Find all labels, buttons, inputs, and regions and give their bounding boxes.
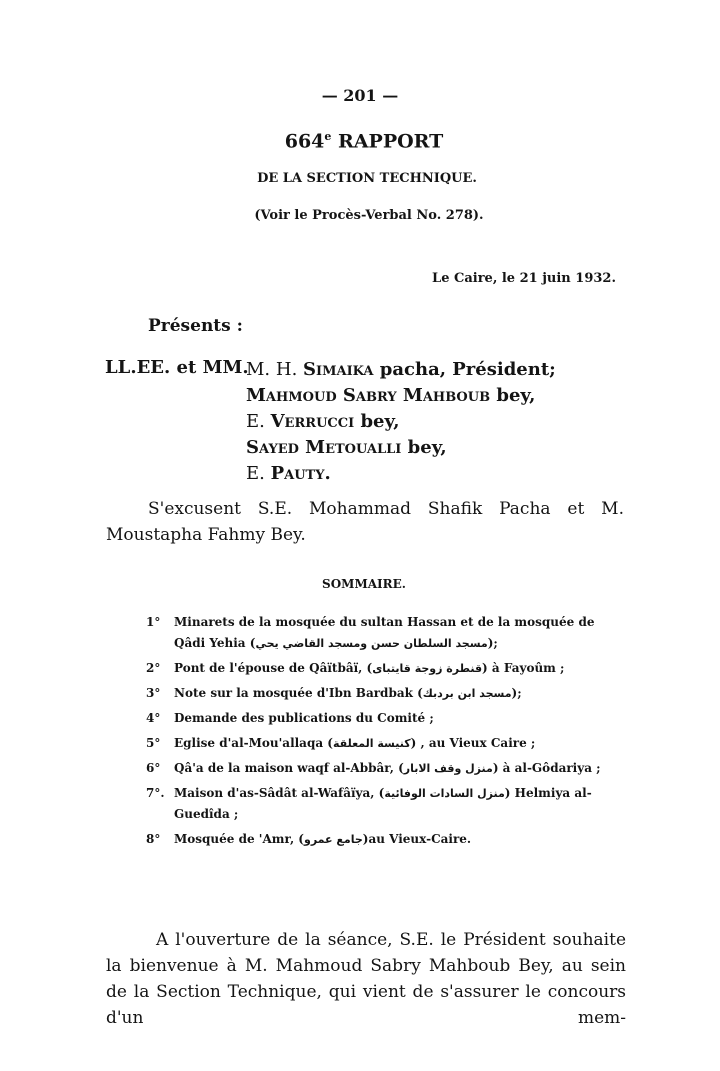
summary-text-before: Maison d'as-Sâdât al-Wafâïya, ( [174,786,385,800]
arabic-name: منزل وقف الابار [403,762,493,775]
arabic-name: كنيسة المعلقة [332,737,411,750]
summary-text-before: Demande des publications du Comité ; [174,711,434,725]
minutes-reference: (Voir le Procès-Verbal No. 278). [254,208,484,223]
summary-item-text [174,683,626,704]
arabic-name: مسجد السلطان حسن ومسجد القاضي يحي [255,637,488,650]
attendee-title: bey, [354,411,400,432]
summary-item [146,708,626,729]
summary-item-number: 4° [146,711,161,725]
summary-item-number: 5° [146,736,161,750]
summary-text-after: ); [487,636,498,650]
attendee-prefix: E. [246,411,271,432]
attendee-title: pacha, Président; [373,359,556,380]
summary-title: SOMMAIRE. [322,577,406,591]
summary-item [146,612,626,654]
summary-text-before: Note sur la mosquée d'Ibn Bardbak ( [174,686,423,700]
summary-item-text [174,708,626,729]
report-number-suffix: e [324,130,332,143]
summary-item-number: 3° [146,686,161,700]
attendee-name: Sayed Metoualli [246,437,402,458]
attendee [246,383,556,409]
attendee-name: Simaika [303,359,374,380]
presents-label: Présents : [148,316,243,336]
summary-text-after: ) à al-Gôdariya ; [492,761,601,775]
summary-item [146,783,626,825]
summary-item-number: 7°. [146,786,165,800]
excuses-paragraph [106,496,624,548]
report-word: RAPPORT [331,130,444,153]
summary-text-before: Pont de l'épouse de Qâïtbâï, ( [174,661,373,675]
summary-text-before: Mosquée de 'Amr, ( [174,832,304,846]
attendee-title: . [324,463,331,484]
arabic-name: جامع عمرو [303,833,363,846]
opening-paragraph [106,927,626,1031]
summary-item-text [174,658,626,679]
summary-item-number: 1° [146,615,161,629]
attendee-name: Verrucci [270,411,355,432]
summary-text-after: ) , au Vieux Caire ; [410,736,536,750]
summary-text-after: ) Helmiya al-Guedîda ; [174,786,592,821]
attendee [246,409,556,435]
page-number: — 201 — [321,86,399,105]
attendee-prefix: M. H. [246,359,304,380]
report-number: 664 [284,130,325,153]
attendee-name: Pauty [270,463,325,484]
section-title: DE LA SECTION TECHNIQUE. [257,171,477,186]
attendee [246,461,556,487]
summary-text-after: ) à Fayoûm ; [482,661,565,675]
summary-list [146,612,626,854]
summary-item [146,733,626,754]
summary-item-text [174,612,626,654]
summary-text-after: ); [511,686,522,700]
summary-item-text [174,783,626,825]
excuses-text: S'excusent S.E. Mohammad Shafik Pacha et M. Moustapha Fahmy Bey. [106,499,624,545]
attendee-list [246,357,556,487]
summary-text-before: Qâ'a de la maison waqf al-Abbâr, ( [174,761,404,775]
summary-item-text [174,829,626,850]
summary-item [146,829,626,850]
summary-item-text [174,758,626,779]
summary-item-number: 6° [146,761,161,775]
arabic-name: منزل السادات الوفائية [384,787,505,800]
summary-item-number: 2° [146,661,161,675]
summary-item [146,683,626,704]
attendee-title: bey, [490,385,536,406]
attendee-prefix: E. [246,463,271,484]
summary-text-after: )au Vieux-Caire. [362,832,472,846]
attendee-title: bey, [401,437,447,458]
attendees-group-label: LL.EE. et MM. [105,357,249,378]
summary-text-before: Minarets de la mosquée du sultan Hassan et de la mosquée de Qâdi Yehia ( [174,615,595,650]
summary-item-text [174,733,626,754]
summary-item [146,658,626,679]
report-title [0,130,720,152]
attendee [246,435,556,461]
summary-item [146,758,626,779]
attendee-name: Mahmoud Sabry Mahboub [246,385,491,406]
opening-text: A l'ouverture de la séance, S.E. le Président souhaite la bienvenue à M. Mahmoud Sabry Mahboub Bey, au sein de la Section Technique, qui vient de s'assurer le concours d'un mem- [106,930,626,1028]
summary-item-number: 8° [146,832,161,846]
arabic-name: قنطرة زوجة قايتباى [372,662,483,675]
attendee [246,357,556,383]
arabic-name: مسجد ابن بردبك [422,687,512,700]
dateline: Le Caire, le 21 juin 1932. [432,271,616,286]
summary-text-before: Eglise d'al-Mou'allaqa ( [174,736,333,750]
